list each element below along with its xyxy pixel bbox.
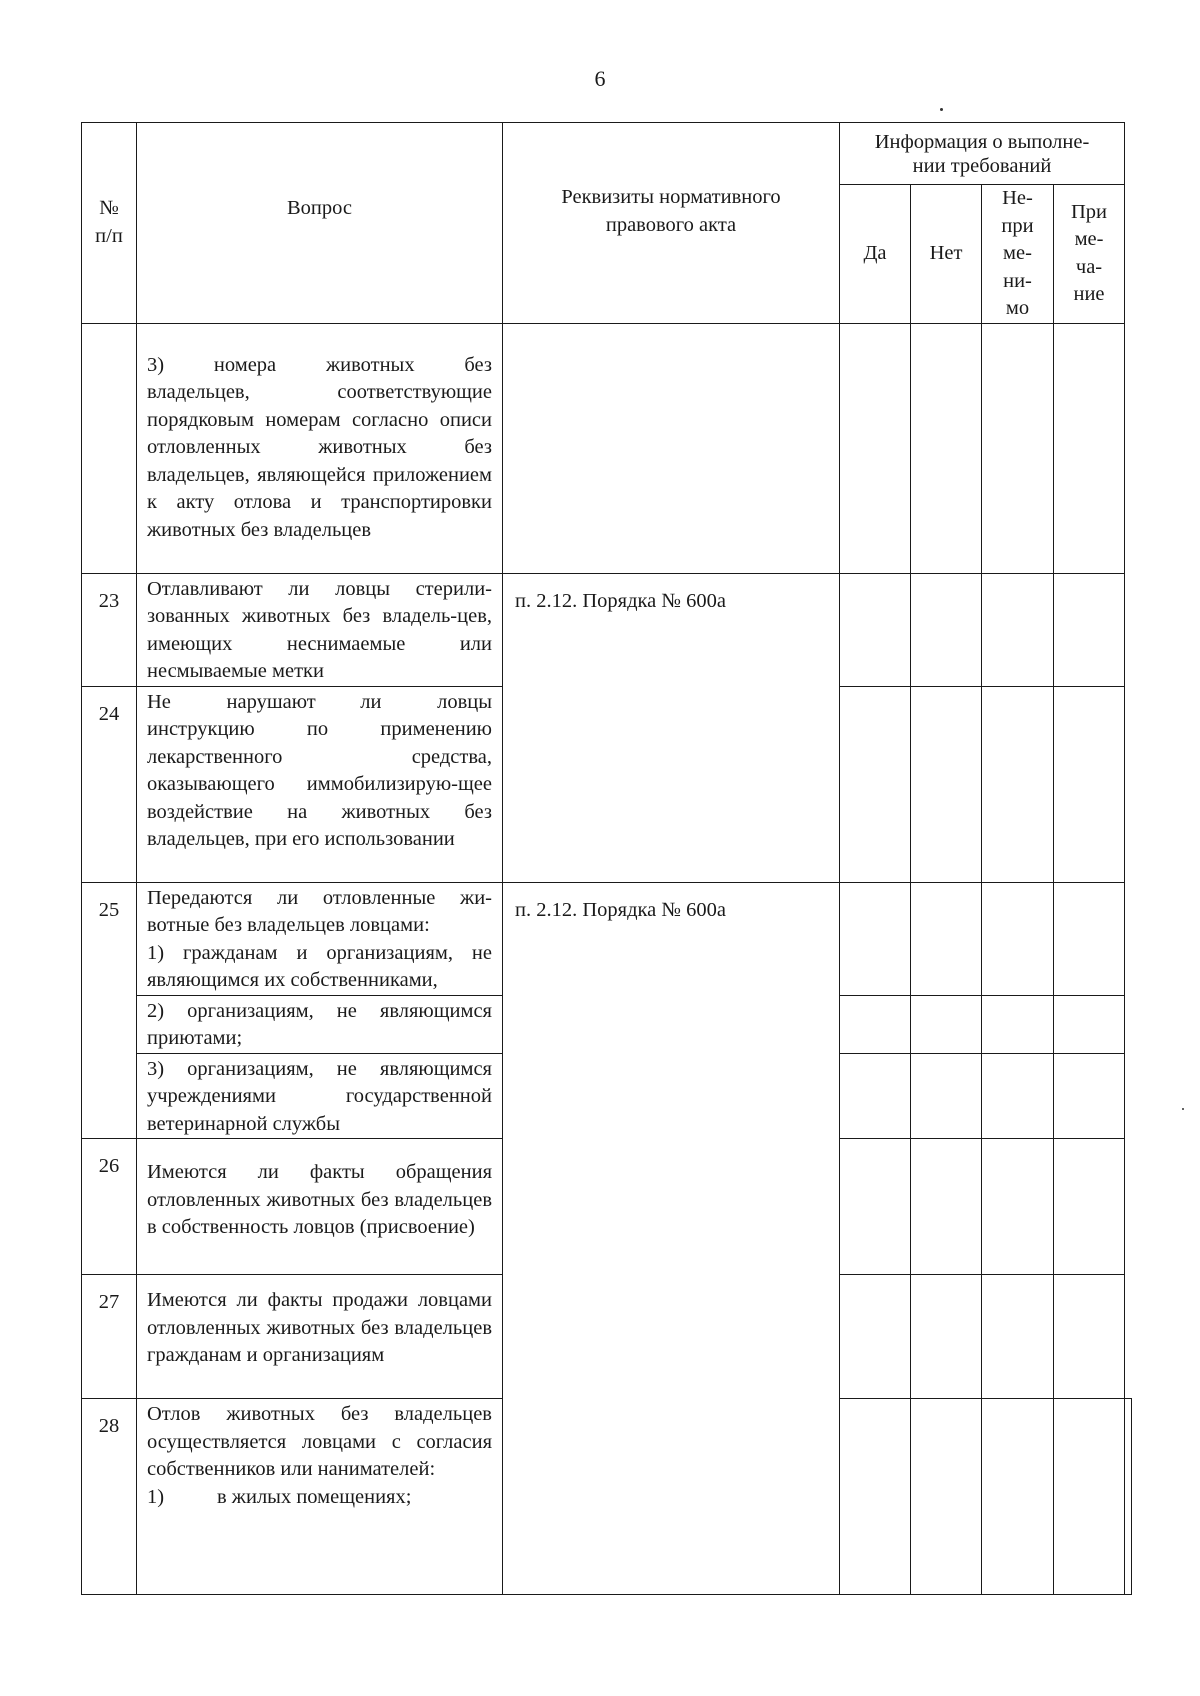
- row-num: 23: [82, 573, 137, 686]
- cell-no[interactable]: [911, 573, 982, 686]
- cell-yes[interactable]: [840, 995, 911, 1053]
- cell-na[interactable]: [982, 882, 1054, 995]
- cell-no[interactable]: [911, 323, 982, 573]
- header-info: Информация о выполне- нии требований: [840, 123, 1125, 185]
- cell-na[interactable]: [982, 1053, 1054, 1139]
- row-requisites: [840, 1399, 911, 1595]
- row-num: 28: [82, 1399, 137, 1595]
- cell-no[interactable]: [982, 1399, 1054, 1595]
- header-note: При ме- ча- ние: [1054, 185, 1125, 324]
- cell-yes[interactable]: [840, 1139, 911, 1275]
- header-question: Вопрос: [137, 123, 503, 324]
- header-row: [82, 123, 1132, 185]
- row-question: Имеются ли факты продажи ловцами отловленных животных без владельцев гражданам и организациям: [137, 1275, 503, 1399]
- row-num: 25: [82, 882, 137, 1139]
- requirements-table: [81, 122, 1132, 1595]
- row-question: Отлавливают ли ловцы стерили-зованных животных без владель-цев, имеющих неснимаемые или несмываемые метки: [137, 573, 503, 686]
- scan-speck: [940, 108, 943, 111]
- cell-na[interactable]: [982, 323, 1054, 573]
- cell-note[interactable]: [1054, 573, 1125, 686]
- cell-note[interactable]: [1054, 1053, 1125, 1139]
- cell-yes[interactable]: [911, 1399, 982, 1595]
- cell-no[interactable]: [911, 995, 982, 1053]
- row-requisites: [503, 323, 840, 573]
- cell-yes[interactable]: [840, 882, 911, 995]
- row-subitem: в жилых помещениях;: [217, 1485, 412, 1508]
- row-question: Отлов животных без владельцев осуществляется ловцами с согласия собственников или нанимателей: 1) в жилых помещениях;: [137, 1399, 503, 1595]
- cell-note[interactable]: [1054, 995, 1125, 1053]
- cell-yes[interactable]: [840, 323, 911, 573]
- cell-yes[interactable]: [840, 686, 911, 882]
- cell-na[interactable]: [982, 573, 1054, 686]
- table-row: [82, 573, 1132, 686]
- row-requisites: п. 2.12. Порядка № 600а: [503, 882, 840, 1595]
- cell-note[interactable]: [1054, 686, 1125, 882]
- cell-note[interactable]: [1054, 1139, 1125, 1275]
- cell-no[interactable]: [911, 1139, 982, 1275]
- cell-yes[interactable]: [840, 573, 911, 686]
- row-question: 3) номера животных без владельцев, соответствующие порядковым номерам согласно описи отловленных животных без владельцев, являющейся приложением к акту отлова и транспортировки животных без владельцев: [137, 323, 503, 573]
- header-num: № п/п: [82, 123, 137, 324]
- page-number: 6: [594, 66, 606, 91]
- cell-no[interactable]: [911, 1053, 982, 1139]
- row-subitem: 1) гражданам и организациям, не являющимся их собственниками,: [147, 941, 492, 991]
- row-subitem: 2) организациям, не являющимся приютами;: [137, 995, 503, 1053]
- header-requisites: Реквизиты нормативного правового акта: [503, 123, 840, 324]
- row-num: [82, 323, 137, 573]
- cell-yes[interactable]: [840, 1053, 911, 1139]
- row-num: 24: [82, 686, 137, 882]
- cell-note[interactable]: [1125, 1399, 1132, 1595]
- row-num: 27: [82, 1275, 137, 1399]
- cell-note[interactable]: [1054, 1275, 1125, 1399]
- cell-note[interactable]: [1054, 323, 1125, 573]
- header-no: Нет: [911, 185, 982, 324]
- header-na: Не- при ме- ни- мо: [982, 185, 1054, 324]
- cell-no[interactable]: [911, 882, 982, 995]
- row-requisites: п. 2.12. Порядка № 600а: [503, 573, 840, 882]
- cell-na[interactable]: [982, 686, 1054, 882]
- cell-na[interactable]: [982, 1275, 1054, 1399]
- cell-na[interactable]: [982, 995, 1054, 1053]
- row-question: Передаются ли отловленные жи-вотные без владельцев ловцами: 1) гражданам и организациям, не являющимся их собственниками,: [137, 882, 503, 995]
- table-row: [82, 882, 1132, 995]
- cell-no[interactable]: [911, 686, 982, 882]
- cell-no[interactable]: [911, 1275, 982, 1399]
- cell-na[interactable]: [1054, 1399, 1125, 1595]
- table-row: [82, 323, 1132, 573]
- row-subitem-marker: 1): [147, 1485, 165, 1508]
- row-question: Имеются ли факты обращения отловленных животных без владельцев в собственность ловцов (присвоение): [137, 1139, 503, 1275]
- cell-yes[interactable]: [840, 1275, 911, 1399]
- row-question: Не нарушают ли ловцы инструкцию по применению лекарственного средства, оказывающего иммобилизирую-щее воздействие на животных без владельцев, при его использовании: [137, 686, 503, 882]
- cell-note[interactable]: [1054, 882, 1125, 995]
- scan-speck: [1182, 1108, 1184, 1110]
- cell-na[interactable]: [982, 1139, 1054, 1275]
- row-num: 26: [82, 1139, 137, 1275]
- row-subitem: 3) организациям, не являющимся учреждениями государственной ветеринарной службы: [137, 1053, 503, 1139]
- header-yes: Да: [840, 185, 911, 324]
